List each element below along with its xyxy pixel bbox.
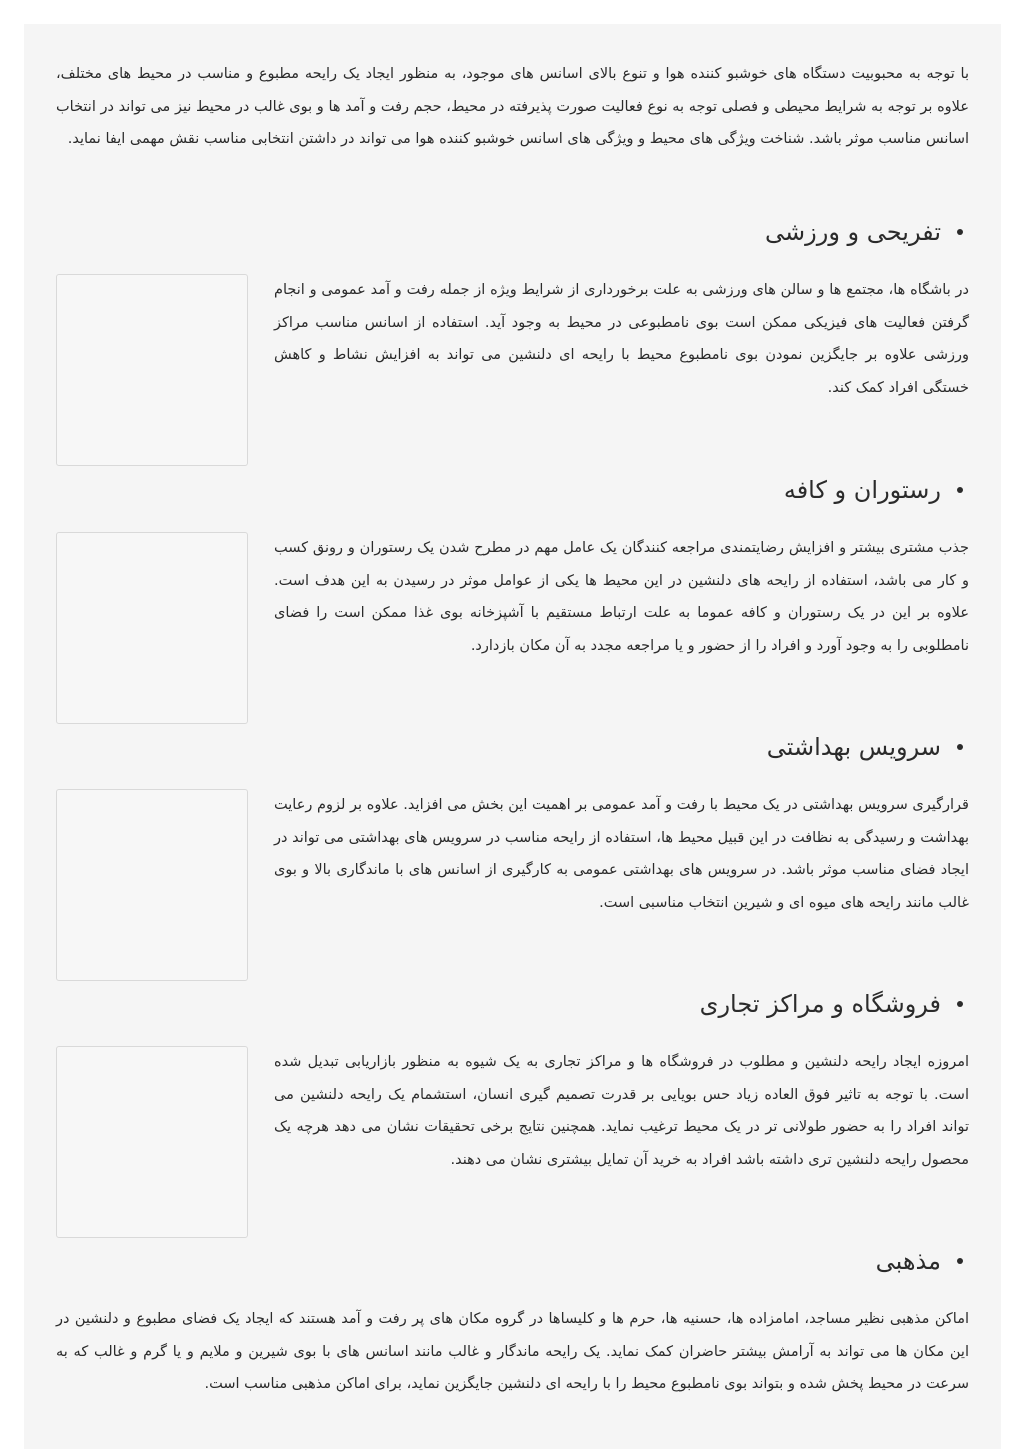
section-heading <box>56 989 969 1019</box>
image-placeholder <box>56 789 248 981</box>
section-title: رستوران و کافه <box>783 476 941 504</box>
section-heading <box>56 732 969 762</box>
section-body <box>56 1046 969 1238</box>
bullet-icon <box>957 1258 963 1264</box>
section-heading <box>56 475 969 505</box>
bullet-icon <box>957 744 963 750</box>
section-title: تفریحی و ورزشی <box>765 218 941 246</box>
section-heading <box>56 1246 969 1276</box>
section-text: امروزه ایجاد رایحه دلنشین و مطلوب در فروشگاه ها و مراکز تجاری به یک شیوه به منظور بازاریابی تبدیل شده است. با توجه به تاثیر فوق العاده زیاد حس بویایی بر قدرت تصمیم گیری انسان، استشمام یک رایحه دلنشین می تواند افراد را به حضور طولانی تر در یک محیط ترغیب نماید. همچنین نتایج برخی تحقیقات نشان می دهد هرچه یک محصول رایحه دلنشین تری داشته باشد افراد به خرید آن تمایل بیشتری نشان می دهند. <box>274 1054 969 1168</box>
section-restroom <box>56 732 969 981</box>
section-title: فروشگاه و مراکز تجاری <box>699 990 941 1018</box>
section-store-commercial <box>56 989 969 1238</box>
section-recreational-sports <box>56 217 969 466</box>
bullet-icon <box>957 229 963 235</box>
section-body <box>56 532 969 724</box>
section-text: قرارگیری سرویس بهداشتی در یک محیط با رفت و آمد عمومی بر اهمیت این بخش می افزاید. علاوه بر لزوم رعایت بهداشت و رسیدگی به نظافت در این قبیل محیط ها، استفاده از رایحه مناسب در سرویس های بهداشتی می تواند در ایجاد فضای مناسب موثر باشد. در سرویس های بهداشتی عمومی به کارگیری از اسانس های با ماندگاری بالا و بوی غالب مانند رایحه های میوه ای و شیرین انتخاب مناسبی است. <box>274 797 969 911</box>
bullet-icon <box>957 1001 963 1007</box>
section-text: اماکن مذهبی نظیر مساجد، امامزاده ها، حسنیه ها، حرم ها و کلیساها در گروه مکان های پر رفت و آمد هستند که ایجاد یک فضای مطبوع و دلنشین در این مکان ها می تواند به آرامش بیشتر حاضران کمک نماید. یک رایحه ماندگار و غالب مانند اسانس های با بوی شیرین و ملایم و یا گرم و غالب که به سرعت در محیط پخش شده و بتواند بوی نامطبوع محیط را با رایحه ای دلنشین جایگزین نماید، برای اماکن مذهبی مناسب است. <box>56 1311 969 1392</box>
bullet-icon <box>957 487 963 493</box>
image-placeholder <box>56 274 248 466</box>
section-body <box>56 789 969 981</box>
article-page <box>24 24 1001 1449</box>
section-restaurant-cafe <box>56 475 969 724</box>
image-placeholder <box>56 532 248 724</box>
section-title: سرویس بهداشتی <box>766 733 941 761</box>
section-text: جذب مشتری بیشتر و افزایش رضایتمندی مراجعه کنندگان یک عامل مهم در مطرح شدن یک رستوران و رونق کسب و کار می باشد، استفاده از رایحه های دلنشین در این محیط ها یکی از عوامل موثر در رسیدن به این هدف است. علاوه بر این در یک رستوران و کافه عموما به علت ارتباط مستقیم با آشپزخانه بوی غذا ممکن است را فضای نامطلوبی را به وجود آورد و افراد را از حضور و یا مراجعه مجدد به آن مکان بازدارد. <box>274 540 969 654</box>
section-heading <box>56 217 969 247</box>
intro-paragraph: با توجه به محبوبیت دستگاه های خوشبو کننده هوا و تنوع بالای اسانس های موجود، به منظور ایجاد یک رایحه مطبوع و مناسب در محیط های مختلف، علاوه بر توجه به شرایط محیطی و فصلی توجه به نوع فعالیت صورت پذیرفته در محیط، حجم رفت و آمد ها و بوی غالب در محیط نیز می تواند در انتخاب اسانس مناسب موثر باشد. شناخت ویژگی های محیط و ویژگی های اسانس خوشبو کننده هوا می تواند در داشتن انتخابی مناسب نقش مهمی ایفا نماید. <box>56 66 969 147</box>
section-text: در باشگاه ها، مجتمع ها و سالن های ورزشی به علت برخورداری از شرایط ویژه از جمله رفت و آمد عمومی و انجام گرفتن فعالیت های فیزیکی ممکن است بوی نامطبوعی در محیط به وجود آید. استفاده از اسانس مناسب مراکز ورزشی علاوه بر جایگزین نمودن بوی نامطبوع محیط با رایحه ای دلنشین می تواند به افزایش نشاط و کاهش خستگی افراد کمک کند. <box>274 282 969 396</box>
section-title: مذهبی <box>875 1247 941 1275</box>
section-religious <box>56 1246 969 1401</box>
section-body <box>56 274 969 466</box>
image-placeholder <box>56 1046 248 1238</box>
